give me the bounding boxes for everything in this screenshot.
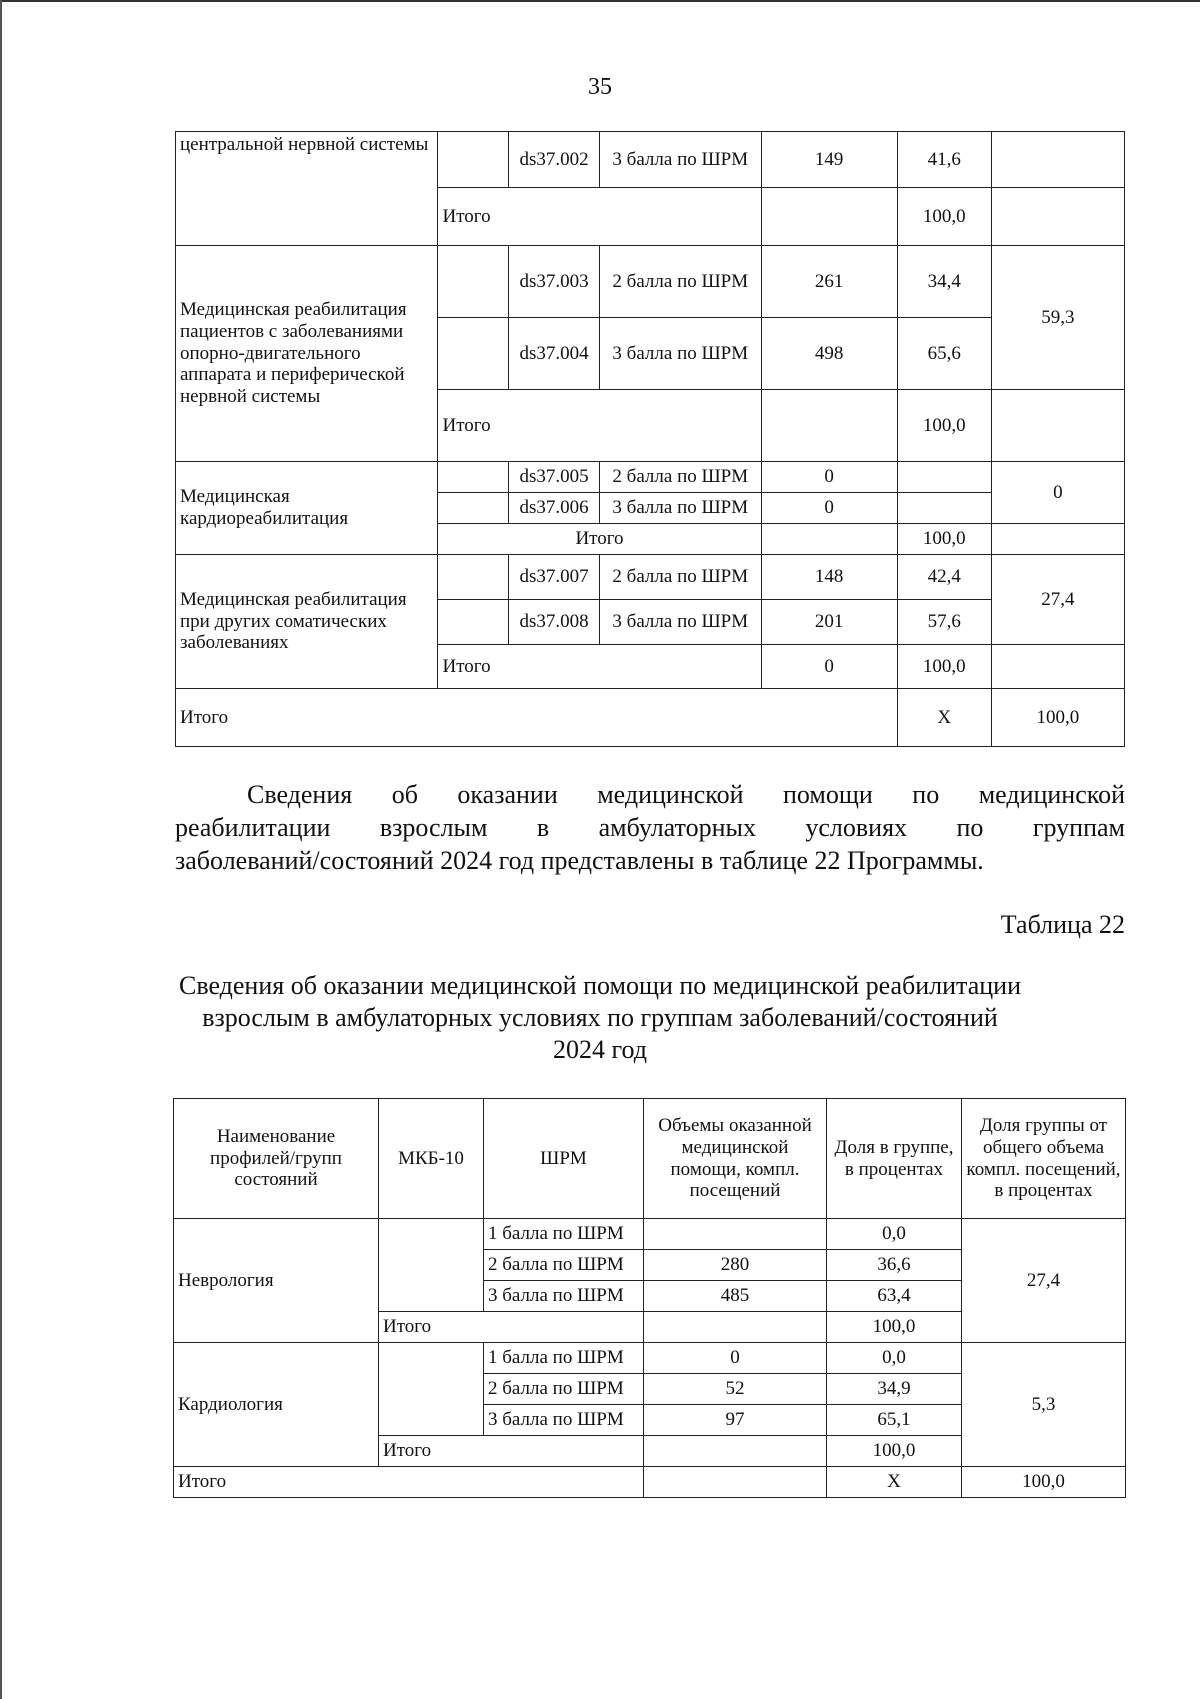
table-row [176,689,1125,747]
grand-total-group: 100,0 [991,689,1124,747]
subtotal-label: Итого [379,1312,644,1343]
group-name-somatic: Медицинская реабилитация при других соматических заболеваниях [176,555,438,689]
table-row [176,462,1125,493]
shrm-cell: 3 балла по ШРМ [484,1405,644,1436]
grand-total-label: Итого [176,689,898,747]
code-cell: ds37.007 [509,555,600,600]
volume-cell: 261 [761,246,897,318]
table-21-continuation [175,131,1125,747]
grand-total-share: Х [827,1467,962,1498]
grand-total-share: Х [897,689,991,747]
group-name-cardio: Медицинская кардиореабилитация [176,462,438,555]
subtotal-volume: 0 [761,645,897,689]
table-row [174,1467,1126,1498]
header-group-share: Доля группы от общего объема компл. посещений, в процентах [962,1099,1126,1219]
code-cell: ds37.004 [509,318,600,390]
shrm-cell: 1 балла по ШРМ [484,1219,644,1250]
shrm-cell: 3 балла по ШРМ [600,600,762,645]
group-name-cns: центральной нервной системы [176,132,438,246]
empty-cell [644,1436,827,1467]
volume-cell: 498 [761,318,897,390]
subtotal-share: 100,0 [897,645,991,689]
share-cell: 36,6 [827,1250,962,1281]
header-volume: Объемы оказанной медицинской помощи, компл. посещений [644,1099,827,1219]
shrm-cell: 3 балла по ШРМ [600,132,762,188]
empty-cell [438,132,509,188]
volume-cell: 0 [761,462,897,493]
volume-cell: 485 [644,1281,827,1312]
shrm-cell: 2 балла по ШРМ [484,1374,644,1405]
code-cell: ds37.002 [509,132,600,188]
code-cell: ds37.003 [509,246,600,318]
subtotal-label: Итого [438,390,761,462]
empty-cell [644,1312,827,1343]
header-shrm: ШРМ [484,1099,644,1219]
shrm-cell: 2 балла по ШРМ [484,1250,644,1281]
empty-cell [438,600,509,645]
subtotal-label: Итого [438,188,761,246]
table-header-row [174,1099,1126,1219]
table-title-line: 2024 год [553,1035,647,1064]
share-cell: 34,9 [827,1374,962,1405]
share-cell: 63,4 [827,1281,962,1312]
empty-cell [438,318,509,390]
group-share-cell: 5,3 [962,1343,1126,1467]
group-share-cell: 27,4 [962,1219,1126,1343]
share-cell: 34,4 [897,246,991,318]
group-share-cell: 59,3 [991,246,1124,390]
volume-cell: 0 [644,1343,827,1374]
empty-cell [897,493,991,524]
empty-cell [379,1343,484,1436]
subtotal-label: Итого [438,524,761,555]
page-number: 35 [588,74,612,100]
group-name-neurology: Неврология [174,1219,379,1343]
table-22 [173,1098,1126,1498]
paragraph-line: реабилитации взрослым в амбулаторных условиях по группам [175,813,1125,842]
group-name-oda: Медицинская реабилитация пациентов с заболеваниями опорно-двигательного аппарата и периферической нервной системы [176,246,438,462]
group-share-cell: 0 [991,462,1124,524]
code-cell: ds37.006 [509,493,600,524]
paragraph-line: Сведения об оказании медицинской помощи по медицинской [247,780,1125,809]
share-cell: 57,6 [897,600,991,645]
code-cell: ds37.005 [509,462,600,493]
empty-cell [644,1219,827,1250]
volume-cell: 0 [761,493,897,524]
empty-cell [644,1467,827,1498]
empty-cell [438,555,509,600]
subtotal-label: Итого [379,1436,644,1467]
subtotal-share: 100,0 [827,1312,962,1343]
shrm-cell: 2 балла по ШРМ [600,246,762,318]
table-row [174,1219,1126,1250]
empty-cell [438,462,509,493]
volume-cell: 52 [644,1374,827,1405]
table-title-line: взрослым в амбулаторных условиях по группам заболеваний/состояний [202,1003,998,1032]
subtotal-share: 100,0 [897,188,991,246]
table-label: Таблица 22 [1000,910,1125,939]
share-cell: 65,1 [827,1405,962,1436]
shrm-cell: 3 балла по ШРМ [600,318,762,390]
page-top-edge [0,0,1200,2]
group-name-cardiology: Кардиология [174,1343,379,1467]
shrm-cell: 2 балла по ШРМ [600,555,762,600]
header-name: Наименование профилей/групп состояний [174,1099,379,1219]
empty-cell [761,188,897,246]
subtotal-share: 100,0 [827,1436,962,1467]
empty-cell [991,132,1124,188]
table-row [176,132,1125,188]
subtotal-share: 100,0 [897,524,991,555]
share-cell: 65,6 [897,318,991,390]
table-title [150,970,1050,1066]
shrm-cell: 1 балла по ШРМ [484,1343,644,1374]
code-cell: ds37.008 [509,600,600,645]
header-icd: МКБ-10 [379,1099,484,1219]
empty-cell [379,1219,484,1312]
volume-cell: 201 [761,600,897,645]
volume-cell: 280 [644,1250,827,1281]
header-share: Доля в группе, в процентах [827,1099,962,1219]
table-title-line: Сведения об оказании медицинской помощи по медицинской реабилитации [179,971,1021,1000]
grand-total-label: Итого [174,1467,644,1498]
body-paragraph [175,778,1125,877]
group-share-cell: 27,4 [991,555,1124,645]
volume-cell: 148 [761,555,897,600]
share-cell: 0,0 [827,1219,962,1250]
empty-cell [991,390,1124,462]
empty-cell [438,246,509,318]
empty-cell [897,462,991,493]
share-cell: 42,4 [897,555,991,600]
paragraph-line: заболеваний/состояний 2024 год представлены в таблице 22 Программы. [175,846,984,875]
table-row [176,555,1125,600]
empty-cell [991,524,1124,555]
shrm-cell: 2 балла по ШРМ [600,462,762,493]
share-cell: 41,6 [897,132,991,188]
grand-total-group: 100,0 [962,1467,1126,1498]
subtotal-label: Итого [438,645,761,689]
share-cell: 0,0 [827,1343,962,1374]
table-row [174,1343,1126,1374]
empty-cell [761,524,897,555]
volume-cell: 97 [644,1405,827,1436]
subtotal-share: 100,0 [897,390,991,462]
shrm-cell: 3 балла по ШРМ [600,493,762,524]
shrm-cell: 3 балла по ШРМ [484,1281,644,1312]
table-row [176,246,1125,318]
empty-cell [991,645,1124,689]
empty-cell [761,390,897,462]
page-left-edge [0,0,2,1699]
empty-cell [438,493,509,524]
volume-cell: 149 [761,132,897,188]
empty-cell [991,188,1124,246]
